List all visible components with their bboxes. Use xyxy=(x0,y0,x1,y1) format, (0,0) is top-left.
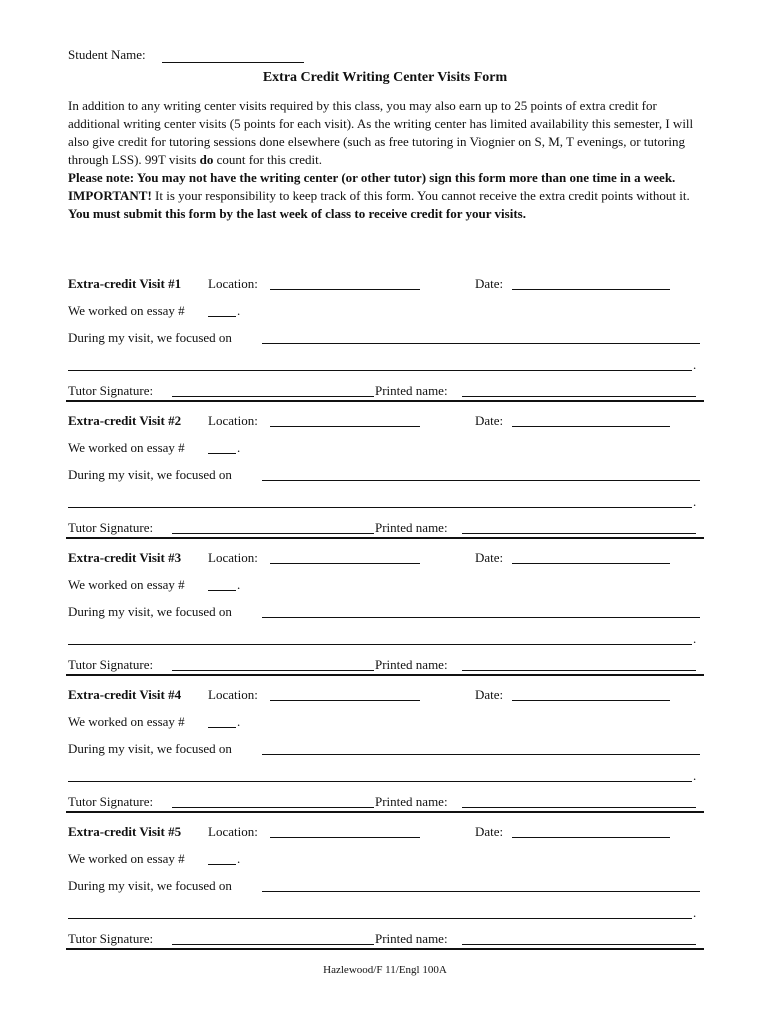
focus-label: During my visit, we focused on xyxy=(68,467,232,482)
student-name-label: Student Name: xyxy=(68,47,146,62)
essay-number-field[interactable] xyxy=(208,590,236,591)
essay-period: . xyxy=(237,714,241,729)
printed-name-field[interactable] xyxy=(462,944,696,945)
visit-block-2 xyxy=(0,413,770,550)
printed-name-label: Printed name: xyxy=(375,657,448,672)
essay-number-field[interactable] xyxy=(208,316,236,317)
location-field[interactable] xyxy=(270,563,420,564)
signature-label: Tutor Signature: xyxy=(68,657,154,672)
date-field[interactable] xyxy=(512,700,670,701)
focus-label: During my visit, we focused on xyxy=(68,330,232,345)
focus-period: . xyxy=(693,768,697,783)
visit-title: Extra-credit Visit #5 xyxy=(68,824,182,839)
section-divider xyxy=(66,400,704,402)
date-label: Date: xyxy=(475,824,504,839)
visit-title: Extra-credit Visit #4 xyxy=(68,687,182,702)
focus-period: . xyxy=(693,905,697,920)
signature-label: Tutor Signature: xyxy=(68,794,154,809)
essay-number-field[interactable] xyxy=(208,453,236,454)
visit-block-4 xyxy=(0,687,770,824)
tutor-signature-field[interactable] xyxy=(172,807,374,808)
printed-name-field[interactable] xyxy=(462,670,696,671)
date-label: Date: xyxy=(475,550,504,565)
tutor-signature-field[interactable] xyxy=(172,944,374,945)
important-note xyxy=(68,187,700,223)
printed-name-label: Printed name: xyxy=(375,520,448,535)
tutor-signature-field[interactable] xyxy=(172,533,374,534)
student-name-field[interactable] xyxy=(162,62,304,63)
focus-field-continued[interactable] xyxy=(68,644,692,645)
location-label: Location: xyxy=(208,276,258,291)
essay-period: . xyxy=(237,303,241,318)
signature-label: Tutor Signature: xyxy=(68,931,154,946)
location-field[interactable] xyxy=(270,289,420,290)
section-divider xyxy=(66,537,704,539)
date-field[interactable] xyxy=(512,289,670,290)
section-divider xyxy=(66,674,704,676)
essay-label: We worked on essay # xyxy=(68,577,185,592)
location-field[interactable] xyxy=(270,837,420,838)
printed-name-field[interactable] xyxy=(462,533,696,534)
focus-period: . xyxy=(693,357,697,372)
visit-title: Extra-credit Visit #2 xyxy=(68,413,182,428)
instructions-paragraph xyxy=(68,97,700,169)
focus-label: During my visit, we focused on xyxy=(68,878,232,893)
instructions xyxy=(68,97,700,223)
important-label: IMPORTANT! xyxy=(68,188,152,203)
location-field[interactable] xyxy=(270,426,420,427)
visit-block-5 xyxy=(0,824,770,961)
footer: Hazlewood/F 11/Engl 100A xyxy=(323,964,447,976)
essay-label: We worked on essay # xyxy=(68,851,185,866)
instructions-emphasis: do xyxy=(199,152,214,167)
visit-title: Extra-credit Visit #1 xyxy=(68,276,182,291)
essay-number-field[interactable] xyxy=(208,864,236,865)
focus-field-continued[interactable] xyxy=(68,918,692,919)
location-label: Location: xyxy=(208,550,258,565)
date-field[interactable] xyxy=(512,563,670,564)
focus-field-continued[interactable] xyxy=(68,781,692,782)
essay-number-field[interactable] xyxy=(208,727,236,728)
printed-name-label: Printed name: xyxy=(375,794,448,809)
page-title: Extra Credit Writing Center Visits Form xyxy=(262,70,508,85)
focus-period: . xyxy=(693,631,697,646)
section-divider xyxy=(66,811,704,813)
date-label: Date: xyxy=(475,687,504,702)
focus-field-continued[interactable] xyxy=(68,507,692,508)
location-label: Location: xyxy=(208,824,258,839)
essay-period: . xyxy=(237,440,241,455)
essay-period: . xyxy=(237,577,241,592)
focus-field[interactable] xyxy=(262,891,700,892)
focus-period: . xyxy=(693,494,697,509)
printed-name-field[interactable] xyxy=(462,807,696,808)
focus-field[interactable] xyxy=(262,754,700,755)
focus-field[interactable] xyxy=(262,343,700,344)
date-label: Date: xyxy=(475,413,504,428)
essay-period: . xyxy=(237,851,241,866)
visit-block-3 xyxy=(0,550,770,687)
visit-block-1 xyxy=(0,276,770,413)
tutor-signature-field[interactable] xyxy=(172,396,374,397)
instructions-text: In addition to any writing center visits required by this class, you may also earn up to 25 points of extra credit for additional writing center visits (5 points for each visit). As the writing center has limited availability this semester, I will also give credit for tutoring sessions done elsewhere (such as free tutoring in Viognier on S, M, T evenings, or tutoring through LSS). 99T visits xyxy=(68,98,694,167)
essay-label: We worked on essay # xyxy=(68,714,185,729)
printed-name-label: Printed name: xyxy=(375,383,448,398)
please-note: Please note: You may not have the writing center (or other tutor) sign this form more than one time in a week. xyxy=(68,170,676,185)
printed-name-field[interactable] xyxy=(462,396,696,397)
visit-title: Extra-credit Visit #3 xyxy=(68,550,182,565)
essay-label: We worked on essay # xyxy=(68,440,185,455)
important-text: It is your responsibility to keep track of this form. You cannot receive the extra credit points without it. xyxy=(155,188,690,203)
date-label: Date: xyxy=(475,276,504,291)
essay-label: We worked on essay # xyxy=(68,303,185,318)
important-deadline: You must submit this form by the last week of class to receive credit for your visits. xyxy=(68,206,526,221)
focus-field[interactable] xyxy=(262,480,700,481)
focus-field[interactable] xyxy=(262,617,700,618)
date-field[interactable] xyxy=(512,426,670,427)
tutor-signature-field[interactable] xyxy=(172,670,374,671)
location-label: Location: xyxy=(208,413,258,428)
instructions-text-end: count for this credit. xyxy=(216,152,322,167)
focus-field-continued[interactable] xyxy=(68,370,692,371)
signature-label: Tutor Signature: xyxy=(68,520,154,535)
focus-label: During my visit, we focused on xyxy=(68,741,232,756)
location-label: Location: xyxy=(208,687,258,702)
printed-name-label: Printed name: xyxy=(375,931,448,946)
signature-label: Tutor Signature: xyxy=(68,383,154,398)
section-divider xyxy=(66,948,704,950)
location-field[interactable] xyxy=(270,700,420,701)
date-field[interactable] xyxy=(512,837,670,838)
focus-label: During my visit, we focused on xyxy=(68,604,232,619)
